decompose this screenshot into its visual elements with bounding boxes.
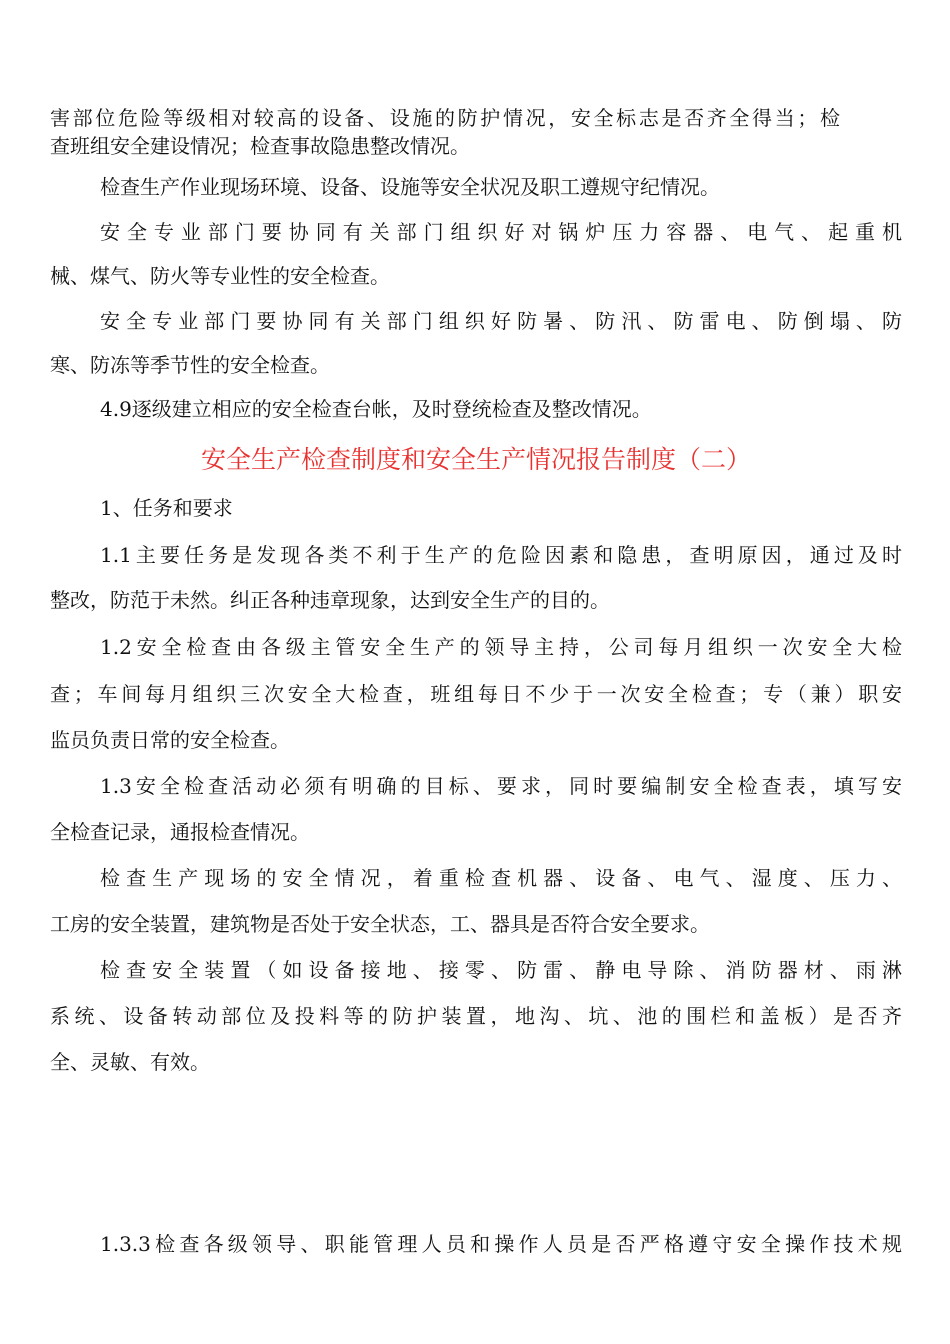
paragraph-line: 械、煤气、防火等专业性的安全检查。 <box>50 264 390 288</box>
paragraph-line: 工房的安全装置，建筑物是否处于安全状态，工、器具是否符合安全要求。 <box>50 912 710 936</box>
paragraph-line: 1.2安全检查由各级主管安全生产的领导主持，公司每月组织一次安全大检 <box>100 635 902 659</box>
paragraph-line: 1.3安全检查活动必须有明确的目标、要求，同时要编制安全检查表，填写安 <box>100 774 902 798</box>
paragraph-line: 监员负责日常的安全检查。 <box>50 728 290 752</box>
paragraph-line: 全、灵敏、有效。 <box>50 1050 210 1074</box>
paragraph-line: 查；车间每月组织三次安全大检查，班组每日不少于一次安全检查；专（兼）职安 <box>50 682 902 706</box>
paragraph-line: 检查生产现场的安全情况，着重检查机器、设备、电气、湿度、压力、 <box>100 866 902 890</box>
paragraph-line: 1.3.3检查各级领导、职能管理人员和操作人员是否严格遵守安全操作技术规 <box>100 1232 902 1256</box>
paragraph-line: 安全专业部门要协同有关部门组织好防暑、防汛、防雷电、防倒塌、防 <box>100 309 902 333</box>
paragraph-line: 1、任务和要求 <box>100 496 233 520</box>
paragraph-line: 系统、设备转动部位及投料等的防护装置，地沟、坑、池的围栏和盖板）是否齐 <box>50 1004 902 1028</box>
paragraph-line: 4.9逐级建立相应的安全检查台帐，及时登统检查及整改情况。 <box>100 397 652 421</box>
paragraph-line: 害部位危险等级相对较高的设备、设施的防护情况，安全标志是否齐全得当；检 <box>50 106 840 130</box>
paragraph-line: 查班组安全建设情况；检查事故隐患整改情况。 <box>50 134 470 158</box>
section-title: 安全生产检查制度和安全生产情况报告制度（二） <box>200 445 751 474</box>
paragraph-line: 全检查记录，通报检查情况。 <box>50 820 310 844</box>
paragraph-line: 1.1主要任务是发现各类不利于生产的危险因素和隐患，查明原因，通过及时 <box>100 543 902 567</box>
paragraph-line: 整改，防范于未然。纠正各种违章现象，达到安全生产的目的。 <box>50 588 610 612</box>
paragraph-line: 检查生产作业现场环境、设备、设施等安全状况及职工遵规守纪情况。 <box>100 175 720 199</box>
paragraph-line: 安全专业部门要协同有关部门组织好对锅炉压力容器、电气、起重机 <box>100 220 902 244</box>
paragraph-line: 寒、防冻等季节性的安全检查。 <box>50 353 330 377</box>
paragraph-line: 检查安全装置（如设备接地、接零、防雷、静电导除、消防器材、雨淋 <box>100 958 902 982</box>
